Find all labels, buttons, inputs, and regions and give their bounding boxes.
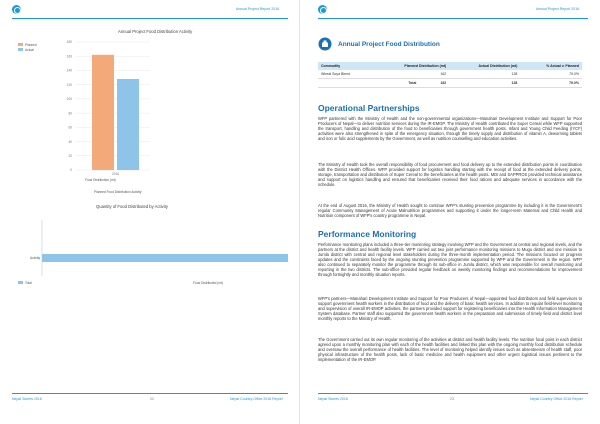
legend-planned: Planned	[25, 42, 37, 47]
y-tick-label: 140	[66, 68, 72, 73]
col-commodity: Commodity	[318, 62, 373, 70]
box-title: Annual Project Food Distribution	[338, 40, 440, 48]
food-sack-icon	[318, 37, 332, 51]
paragraph: At the end of August 2016, the Ministry of Health sought to continue WFP's stunting prevention programme by including it in the Government's regular Community Management of Acute Malnutrition programmes and supporting it under the longer-term Maternal and Child Health and Nutrition component of WFP's country programme in Nepal.	[318, 203, 582, 219]
y-tick-label: 180	[66, 40, 72, 45]
paragraph: The Ministry of Health took the overall responsibility of food procurement and food delivery up to the extended distribution points in coordination with the District Health Offices. WFP provided support for logistics handling starting with the receipt of food at the extended delivery points, storage, transportation and distribution of Super Cereal to the beneficiaries at the health posts. MDI and SAPPROS provided technical assistance and support on logistics handling and ensured that beneficiaries received their food rations and adequate services in accordance with the schedule.	[318, 162, 582, 188]
header-rule	[318, 18, 588, 19]
bar-total	[42, 254, 288, 262]
chart-caption: Planned Food Distribution Activity	[94, 190, 142, 194]
table-header-row	[318, 62, 582, 70]
table-row	[318, 70, 582, 79]
x-tick-label: 2016	[111, 172, 120, 176]
page-number: 23	[450, 397, 454, 401]
food-distribution-box-header	[318, 34, 582, 54]
page-number: 22	[150, 397, 154, 401]
col-actual: Actual Distribution (mt)	[449, 62, 520, 70]
cell-percent: 79.0%	[520, 70, 582, 79]
col-planned: Planned Distribution (mt)	[373, 62, 449, 70]
heading-operational-partnerships: Operational Partnerships	[318, 103, 420, 113]
legend-actual: Actual	[25, 47, 34, 52]
cell-total-percent: 79.0%	[520, 79, 582, 88]
y-tick-label: 100	[66, 97, 72, 102]
chart-x-label: Food Distribution (mt)	[85, 178, 116, 182]
footer-rule	[12, 393, 288, 394]
footer-left-text: Nepal Stories 2016	[318, 397, 348, 401]
cell-actual: 128	[449, 70, 520, 79]
cell-total-planned	[373, 79, 449, 88]
total-planned: 162	[440, 81, 447, 85]
chart2-title: Quantity of Food Distributed by Activity	[96, 204, 168, 209]
bar-chart-by-activity	[0, 0, 300, 300]
y-tick-label: 40	[68, 139, 72, 144]
footer-left-text: Nepal Stories 2016	[12, 397, 42, 401]
running-title: Annual Project Report 2016	[536, 7, 579, 11]
cell-total-label	[318, 79, 373, 88]
y-tick-label: 80	[68, 111, 72, 116]
paragraph: WFP partnered with the Ministry of Health and the non-governmental organizations—Manahari Development Institute and Support for Poor Producers of Nepal—to deliver nutrition services during the IR-EMOP. The Ministry of Health contributed the Super Cereal while WFP supported the transport, handling and distribution of the food to beneficiaries through government health posts. Infant and Young Child Feeding (IYCF) activities were also strengthened in spite of the emergency situation, through the timely supply and distribution of vitamin A, deworming tablets and iron or folic acid supplements by the Government, as well as nutrition counselling and education activities.	[318, 116, 582, 142]
y-tick-label: 120	[66, 82, 72, 87]
footer-rule	[318, 393, 588, 394]
legend-food-distributed: Food Distributed (mt)	[193, 280, 223, 285]
chart2-axis-label: Activity	[30, 256, 41, 260]
y-tick-label: 0	[70, 168, 72, 173]
food-distribution-table	[318, 62, 582, 88]
legend-swatch-total	[18, 281, 23, 284]
cell-total-actual: 128	[449, 79, 520, 88]
chart-title: Annual Project Food Distribution Activity	[118, 29, 193, 34]
y-tick-label: 60	[68, 125, 72, 130]
legend-total: Total	[25, 280, 32, 285]
y-tick-label: 160	[66, 54, 72, 59]
col-percent: % Actual v. Planned	[520, 62, 582, 70]
footer-right-text: Nepal Country Office 2016 Report	[530, 397, 583, 401]
footer-right-text: Nepal Country Office 2016 Report	[230, 397, 283, 401]
paragraph: WFP's partners—Manahari Development Institute and Support for Poor Producers of Nepal—appointed food distributors and field supervisors to support government health workers in the distribution of food and the delivery of basic health services. In addition to regular field-level monitoring and supervision of overall IR-EMOP activities, the partners provided support for registering beneficiaries into the Health Information Management System database. Partner staff also supported the government health workers in the preparation and submission of timely field and district level monthly reports to the Ministry of Health.	[318, 296, 582, 322]
heading-performance-monitoring: Performance Monitoring	[318, 229, 417, 239]
wfp-logo-icon	[318, 5, 327, 14]
y-tick-label: 20	[68, 153, 72, 158]
cell-commodity: Wheat Soya Blend	[318, 70, 373, 79]
table-total-row	[318, 79, 582, 88]
paragraph: The Government carried out its own regular monitoring of the activities at district and health facility levels. The nutrition focal point in each district agreed upon a monthly monitoring plan with each of the health facilities and linked this plan with the ongoing monthly food distribution schedule and oversaw the overall performance of health facilities. The level of monitoring helped identify issues such as absenteeism of health staff, poor physical infrastructure of the health posts, lack of basic medicine and health equipment and other urgent logistical issues pertinent to the implementation of the IR-EMOP.	[318, 337, 582, 363]
paragraph: Performance monitoring plans included a three-tier monitoring strategy involving WFP and the Government at central and regional levels, and the partners at the district and health facility levels. WFP carried out two joint performance monitoring missions to Mugu district and one mission to Jumla district with central and regional level stakeholders during the three-month implementation period. The missions focused on progress updates and the constraints faced by the ongoing stunting prevention programme supported by WFP and the Government in the region. WFP also continued to separately monitor the programme through its sub-office in Jumla district, which was responsible for overall monitoring and reporting in the two districts. The sub-office provided regular feedback on weekly monitoring findings and recommendations for improvement through fortnightly and monthly situation reports.	[318, 242, 582, 278]
cell-planned: 162	[373, 70, 449, 79]
total-label: Total	[408, 81, 417, 85]
running-title: Annual Project Report 2016	[236, 7, 279, 11]
